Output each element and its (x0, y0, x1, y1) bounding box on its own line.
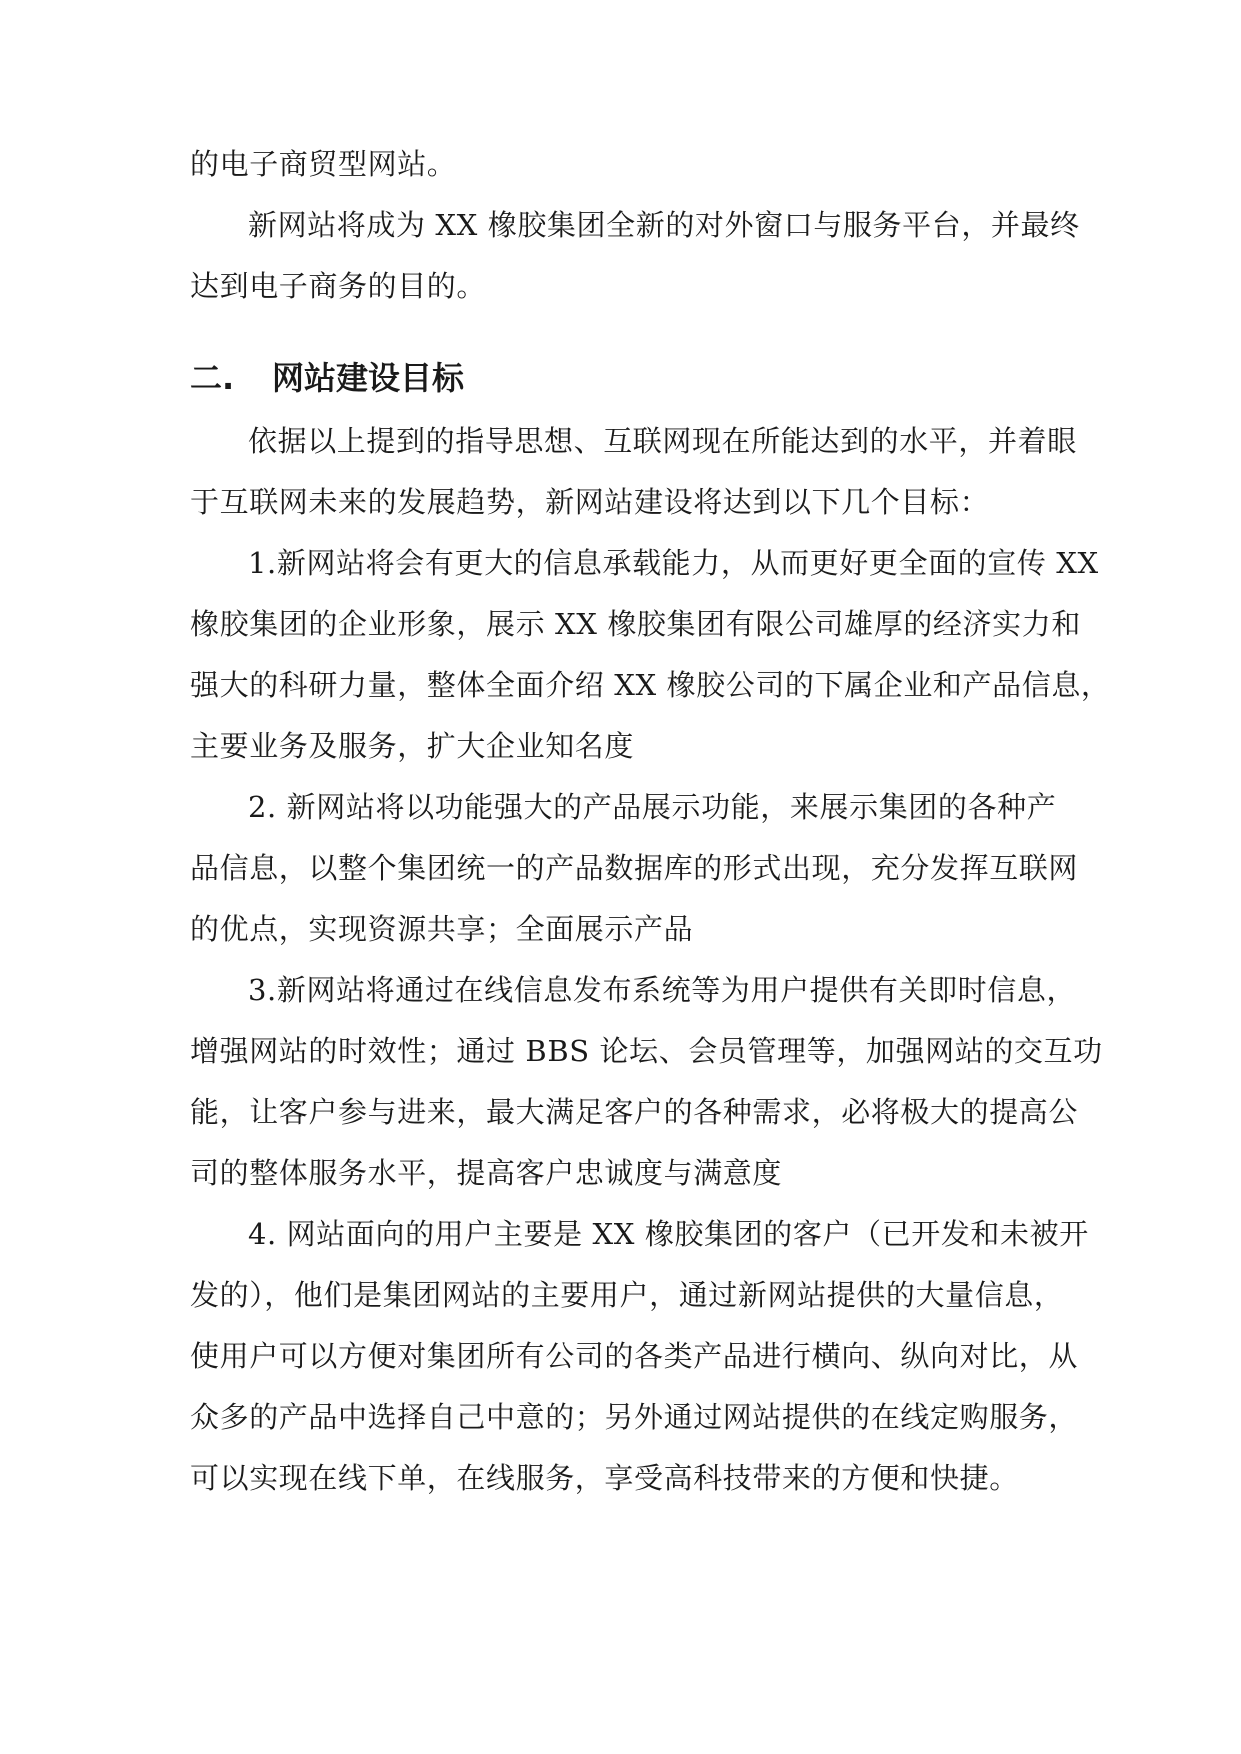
lead-line-1: 依据以上提到的指导思想、互联网现在所能达到的水平，并着眼 (248, 424, 1077, 458)
item1-line-4: 主要业务及服务，扩大企业知名度 (190, 729, 635, 763)
item4-line-3: 使用户可以方便对集团所有公司的各类产品进行横向、纵向对比，从 (190, 1339, 1079, 1373)
section-heading (190, 358, 464, 398)
item1-line-2: 橡胶集团的企业形象，展示 XX 橡胶集团有限公司雄厚的经济实力和 (190, 607, 1081, 641)
intro-line-3: 达到电子商务的目的。 (190, 269, 487, 303)
item3-line-3: 能，让客户参与进来，最大满足客户的各种需求，必将极大的提高公 (190, 1095, 1079, 1129)
item1-line-1: 1.新网站将会有更大的信息承载能力，从而更好更全面的宣传 XX (248, 546, 1099, 580)
item2-line-2: 品信息，以整个集团统一的产品数据库的形式出现，充分发挥互联网 (190, 851, 1079, 885)
item2-line-1: 2. 新网站将以功能强大的产品展示功能，来展示集团的各种产 (248, 790, 1057, 824)
item1-line-3: 强大的科研力量，整体全面介绍 XX 橡胶公司的下属企业和产品信息， (190, 668, 1111, 702)
item4-line-1: 4. 网站面向的用户主要是 XX 橡胶集团的客户（已开发和未被开 (248, 1217, 1089, 1251)
item4-line-5: 可以实现在线下单，在线服务，享受高科技带来的方便和快捷。 (190, 1461, 1019, 1495)
section-title: 网站建设目标 (272, 359, 465, 397)
item3-line-2: 增强网站的时效性；通过 BBS 论坛、会员管理等，加强网站的交互功 (190, 1034, 1103, 1068)
item2-line-3: 的优点，实现资源共享；全面展示产品 (190, 912, 694, 946)
item4-line-4: 众多的产品中选择自己中意的；另外通过网站提供的在线定购服务， (190, 1400, 1079, 1434)
item4-line-2: 发的），他们是集团网站的主要用户，通过新网站提供的大量信息， (190, 1278, 1064, 1312)
section-number: 二. (190, 359, 235, 397)
lead-line-2: 于互联网未来的发展趋势，新网站建设将达到以下几个目标： (190, 485, 990, 519)
intro-line-2: 新网站将成为 XX 橡胶集团全新的对外窗口与服务平台，并最终 (248, 208, 1080, 242)
intro-line-1: 的电子商贸型网站。 (190, 147, 457, 181)
item3-line-4: 司的整体服务水平，提高客户忠诚度与满意度 (190, 1156, 783, 1190)
item3-line-1: 3.新网站将通过在线信息发布系统等为用户提供有关即时信息， (248, 973, 1077, 1007)
